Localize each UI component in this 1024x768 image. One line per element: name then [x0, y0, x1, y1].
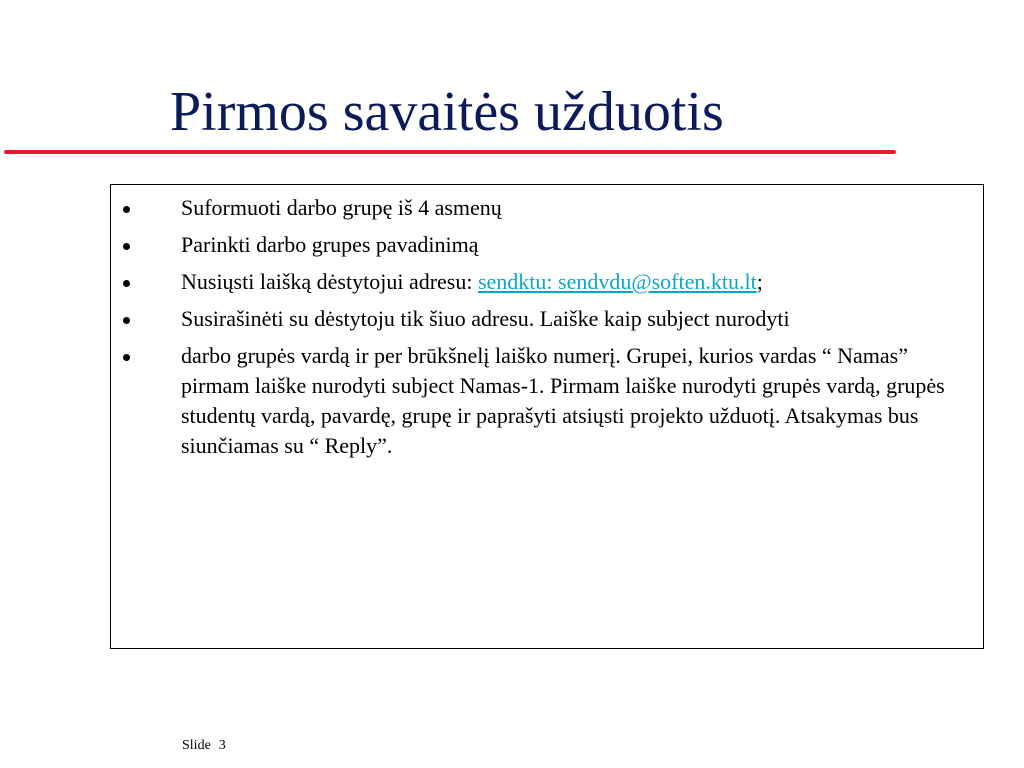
bullet-text: Suformuoti darbo grupę iš 4 asmenų: [181, 195, 502, 220]
bullet-text-suffix: ;: [756, 269, 763, 294]
slide-number: 3: [218, 738, 226, 753]
slide-title: Pirmos savaitės užduotis: [170, 81, 724, 143]
bullet-text: Parinkti darbo grupes pavadinimą: [181, 232, 479, 257]
bullet-dot-icon: [123, 354, 130, 361]
slide-footer: [182, 738, 234, 754]
bullet-dot-icon: [123, 206, 130, 213]
bullet-dot-icon: [123, 243, 130, 250]
bullet-item-subject-instructions: [111, 341, 983, 461]
bullet-item-group: [111, 193, 983, 223]
bullet-item-name: [111, 230, 983, 260]
bullet-text-prefix: Nusiųsti laišką dėstytojui adresu:: [181, 269, 478, 294]
title-divider: [4, 150, 896, 154]
bullet-dot-icon: [123, 317, 130, 324]
content-box: [110, 184, 984, 649]
footer-label: Slide: [182, 738, 211, 753]
bullet-text: darbo grupės vardą ir per brūkšnelį laiško numerį. Grupei, kurios vardas “ Namas” pirmam laiške nurodyti subject Namas-1. Pirmam laiške nurodyti grupės vardą, grupės studentų vardą, pavardę, grupę ir paprašyti atsiųsti projekto užduotį. Atsakymas bus siunčiamas su “ Reply”.: [181, 343, 945, 458]
bullet-list: [111, 185, 983, 461]
email-link[interactable]: sendktu: sendvdu@soften.ktu.lt: [477, 269, 757, 294]
bullet-dot-icon: [123, 280, 130, 287]
bullet-item-email: [111, 267, 983, 297]
bullet-text: Susirašinėti su dėstytoju tik šiuo adresu. Laiške kaip subject nurodyti: [181, 306, 790, 331]
bullet-item-correspondence: [111, 304, 983, 334]
